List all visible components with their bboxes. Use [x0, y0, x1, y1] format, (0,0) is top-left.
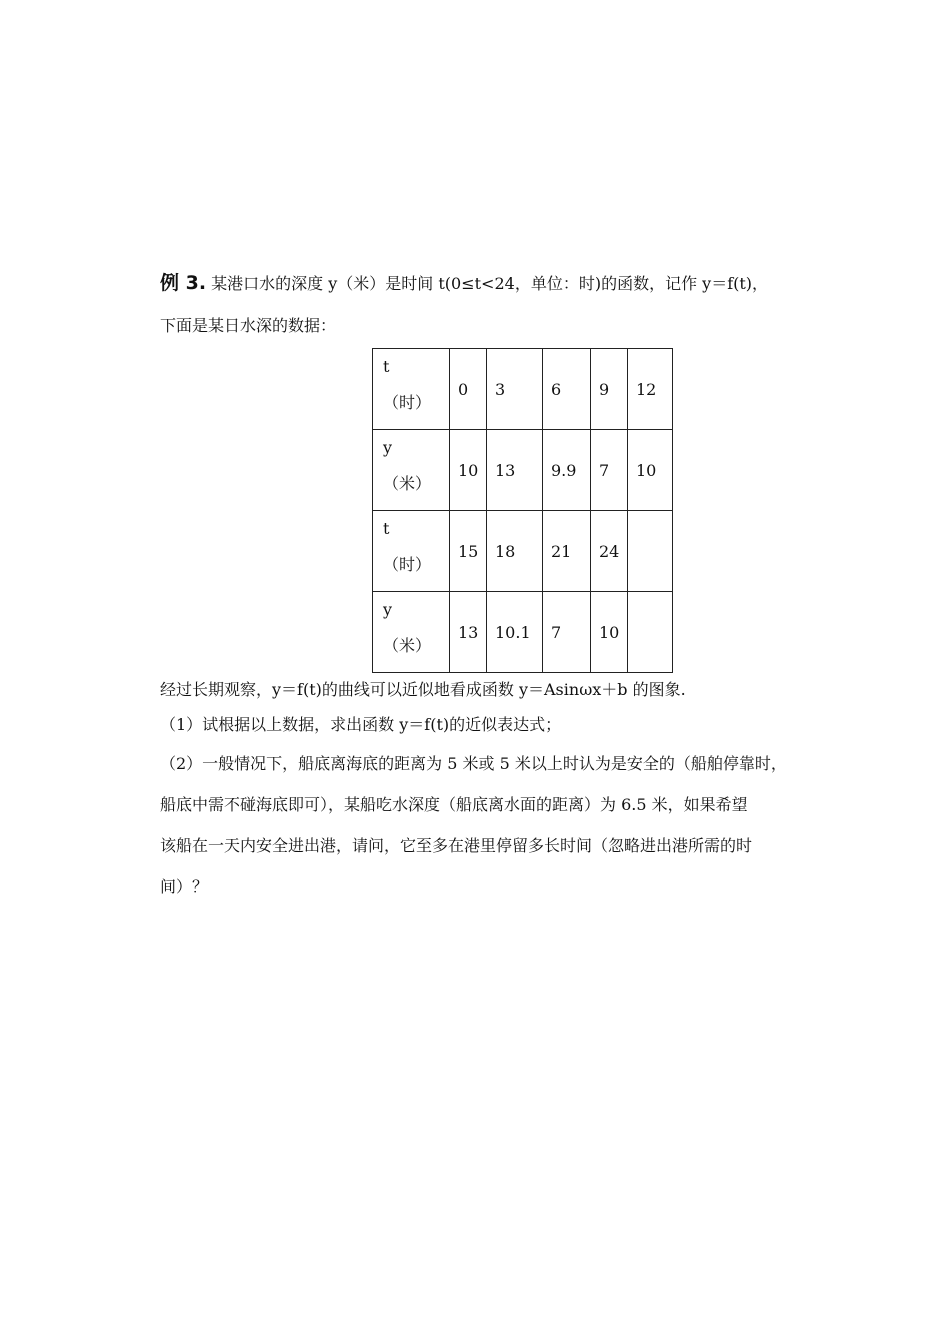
- table-cell: 7: [591, 430, 628, 511]
- problem-text-1: 某港口水的深度 y（米）是时间 t(0≤t<24，单位：时)的函数，记作 y＝f(t)，: [211, 274, 769, 293]
- row-header: t （时）: [373, 511, 450, 592]
- table-cell: 9: [591, 349, 628, 430]
- question-2-line-2: 船底中需不碰海底即可），某船吃水深度（船底离水面的距离）为 6.5 米，如果希望: [160, 795, 748, 814]
- row-header: y （米）: [373, 592, 450, 673]
- table-cell: 12: [628, 349, 673, 430]
- question-2-line-1: （2）一般情况下，船底离海底的距离为 5 米或 5 米以上时认为是安全的（船舶停靠时，: [160, 754, 787, 773]
- table-cell: 9.9: [543, 430, 591, 511]
- table-cell: 7: [543, 592, 591, 673]
- row-header: t （时）: [373, 349, 450, 430]
- table-cell: 13: [487, 430, 543, 511]
- table-cell: [628, 511, 673, 592]
- table-cell: 21: [543, 511, 591, 592]
- table-cell: 10: [591, 592, 628, 673]
- table-row: [373, 430, 673, 511]
- table-cell: 6: [543, 349, 591, 430]
- table-cell: 10: [450, 430, 487, 511]
- problem-line-1: [160, 272, 768, 295]
- table-cell: [628, 592, 673, 673]
- problem-line-2: 下面是某日水深的数据：: [160, 316, 337, 335]
- table-cell: 13: [450, 592, 487, 673]
- table-cell: 0: [450, 349, 487, 430]
- observation-text: 经过长期观察，y＝f(t)的曲线可以近似地看成函数 y＝Asinωx＋b 的图象.: [160, 680, 686, 699]
- question-2-line-4: 间）？: [160, 877, 209, 896]
- table-cell: 10.1: [487, 592, 543, 673]
- table-cell: 10: [628, 430, 673, 511]
- table-cell: 3: [487, 349, 543, 430]
- depth-data-table: [372, 348, 673, 673]
- example-label: 例 3.: [160, 272, 207, 294]
- table-row: [373, 349, 673, 430]
- table-row: [373, 592, 673, 673]
- table-cell: 24: [591, 511, 628, 592]
- question-2-line-3: 该船在一天内安全进出港，请问，它至多在港里停留多长时间（忽略进出港所需的时: [160, 836, 753, 855]
- table-cell: 18: [487, 511, 543, 592]
- table-row: [373, 511, 673, 592]
- row-header: y （米）: [373, 430, 450, 511]
- question-1: （1）试根据以上数据，求出函数 y＝f(t)的近似表达式；: [160, 715, 562, 734]
- table-cell: 15: [450, 511, 487, 592]
